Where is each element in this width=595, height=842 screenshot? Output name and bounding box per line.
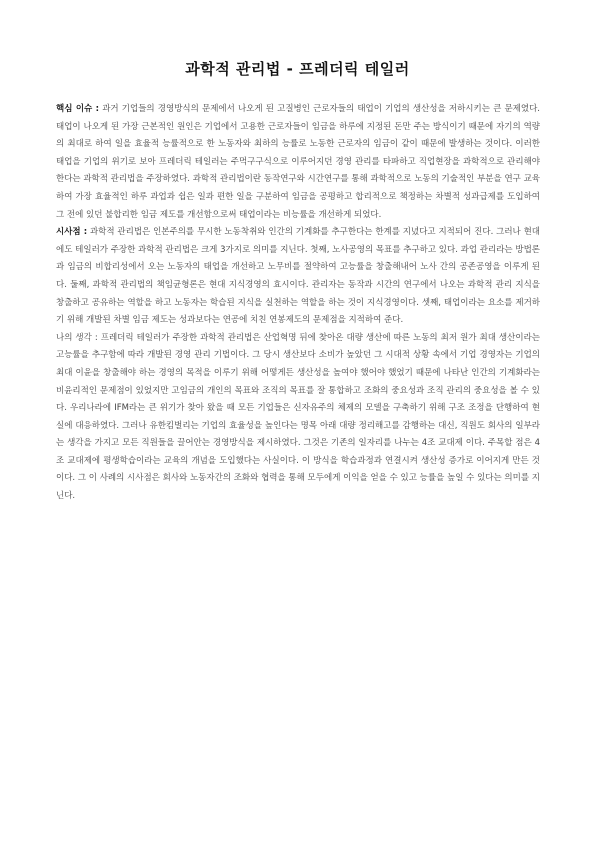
paragraph-text: 과거 기업들의 경영방식의 문제에서 나오게 된 고질병인 근로자들의 태업이 기업의 생산성을 저하시키는 큰 문제였다. 태업이 나오게 된 가장 근본적인 원인은 기업에서 고용한 근로자들이 임금을 하루에 지정된 돈만 주는 방식이기 때문에 자기의 역량의 최대로 하여 일을 효율적 능률적으로 한 노동자와 최하의 능률로 노동한 근로자의 임금이 같이 때문에 발생하는 것이다. 이러한 태업을 기업의 위기로 보아 프레더릭 테일러는 주먹구구식으로 이루어지던 경영 관리를 타파하고 직업현장을 과학적으로 관리해야 한다는 과학적 관리법을 주장하였다. 과학적 관리법이란 동작연구와 시간연구를 통해 과학적으로 노동의 기술적인 부분을 연구 교육하여 가장 효율적인 하루 과업과 쉽은 일과 편한 일을 구분하여 임금을 공평하고 합리적으로 책정하는 차별적 성과급제를 도입하여 그 전에 있던 불합리한 임금 제도를 개선함으로써 태업이라는 비능률을 개선하게 되었다. bbox=[56, 104, 540, 220]
document-body bbox=[56, 101, 540, 506]
paragraph-my-opinion bbox=[56, 330, 540, 506]
paragraph-label: 시사점 : bbox=[56, 227, 88, 238]
document-title: 과학적 관리법 - 프레더릭 테일러 bbox=[185, 60, 410, 78]
paragraph-key-issue bbox=[56, 101, 540, 224]
paragraph-text: 과학적 관리법은 인본주의를 무시한 노동착취와 인간의 기계화를 추구한다는 한계를 지녔다고 지적되어 진다. 그러나 현대에도 테일러가 주장한 과학적 관리법은 크게 3가지로 의미를 지닌다. 첫째, 노사공영의 목표를 추구하고 있다. 과업 관리라는 방법론과 임금의 비합리성에서 오는 노동자의 태업을 개선하고 노무비를 절약하여 고능률을 창출해내어 노사 간의 공존공영을 이루게 된다. 둘째, 과학적 관리법의 책임균형론은 현대 지식경영의 효시이다. 관리자는 동작과 시간의 연구에서 나오는 과학적 관리 지식을 창출하고 공유하는 역할을 하고 노동자는 학습된 지식을 실천하는 역할을 하는 것이 지식경영이다. 셋째, 태업이라는 요소를 제거하기 위해 개발된 차별 임금 제도는 성과보다는 연공에 치친 연봉제도의 문제점을 지적하여 준다. bbox=[56, 227, 540, 326]
paragraph-label: 핵심 이슈 : bbox=[56, 104, 100, 114]
paragraph-implication bbox=[56, 224, 540, 330]
paragraph-text: 나의 생각 : 프레더릭 테일러가 주장한 과학적 관리법은 산업혁명 뒤에 찾아온 대량 생산에 따른 노동의 최저 원가 최대 생산이라는 고능률을 추구함에 따라 개발된 경영 관리 기법이다. 그 당시 생산보다 소비가 높았던 그 시대적 상황 속에서 기업 경영자는 기업의 최대 이윤을 창출해야 하는 경영의 목적을 이루기 위해 어떻게든 생산성을 높여야 했어야 했었기 때문에 나타난 인간의 기계화라는 비윤리적인 문제점이 있었지만 고임금의 개인의 목표와 조직의 목표를 잘 통합하고 조화의 중요성과 조직 관리의 중요성을 볼 수 있다. 우리나라에 IFM라는 큰 위기가 찾아 왔을 때 모든 기업들은 신자유주의 체제의 모델을 구축하기 위해 구조 조정을 단행하여 현실에 대응하였다. 그러나 유한킴벌리는 기업의 효율성을 높인다는 명목 아래 대량 정리해고를 감행하는 대신, 직원도 회사의 일부라는 생각을 가지고 모든 직원들을 끌어안는 경영방식을 제시하였다. 그것은 기존의 일자리를 나누는 4조 교대제 이다. 주목할 점은 4조 교대제에 평생학습이라는 교육의 개념을 도입했다는 사실이다. 이 방식을 학습과정과 연결시켜 생산성 증가로 이어지게 만든 것이다. 그 이 사례의 시사점은 회사와 노동자간의 조화와 협력을 통해 모두에게 이익을 얻을 수 있고 능률을 높일 수 있다는 의미를 지닌다. bbox=[56, 332, 540, 502]
